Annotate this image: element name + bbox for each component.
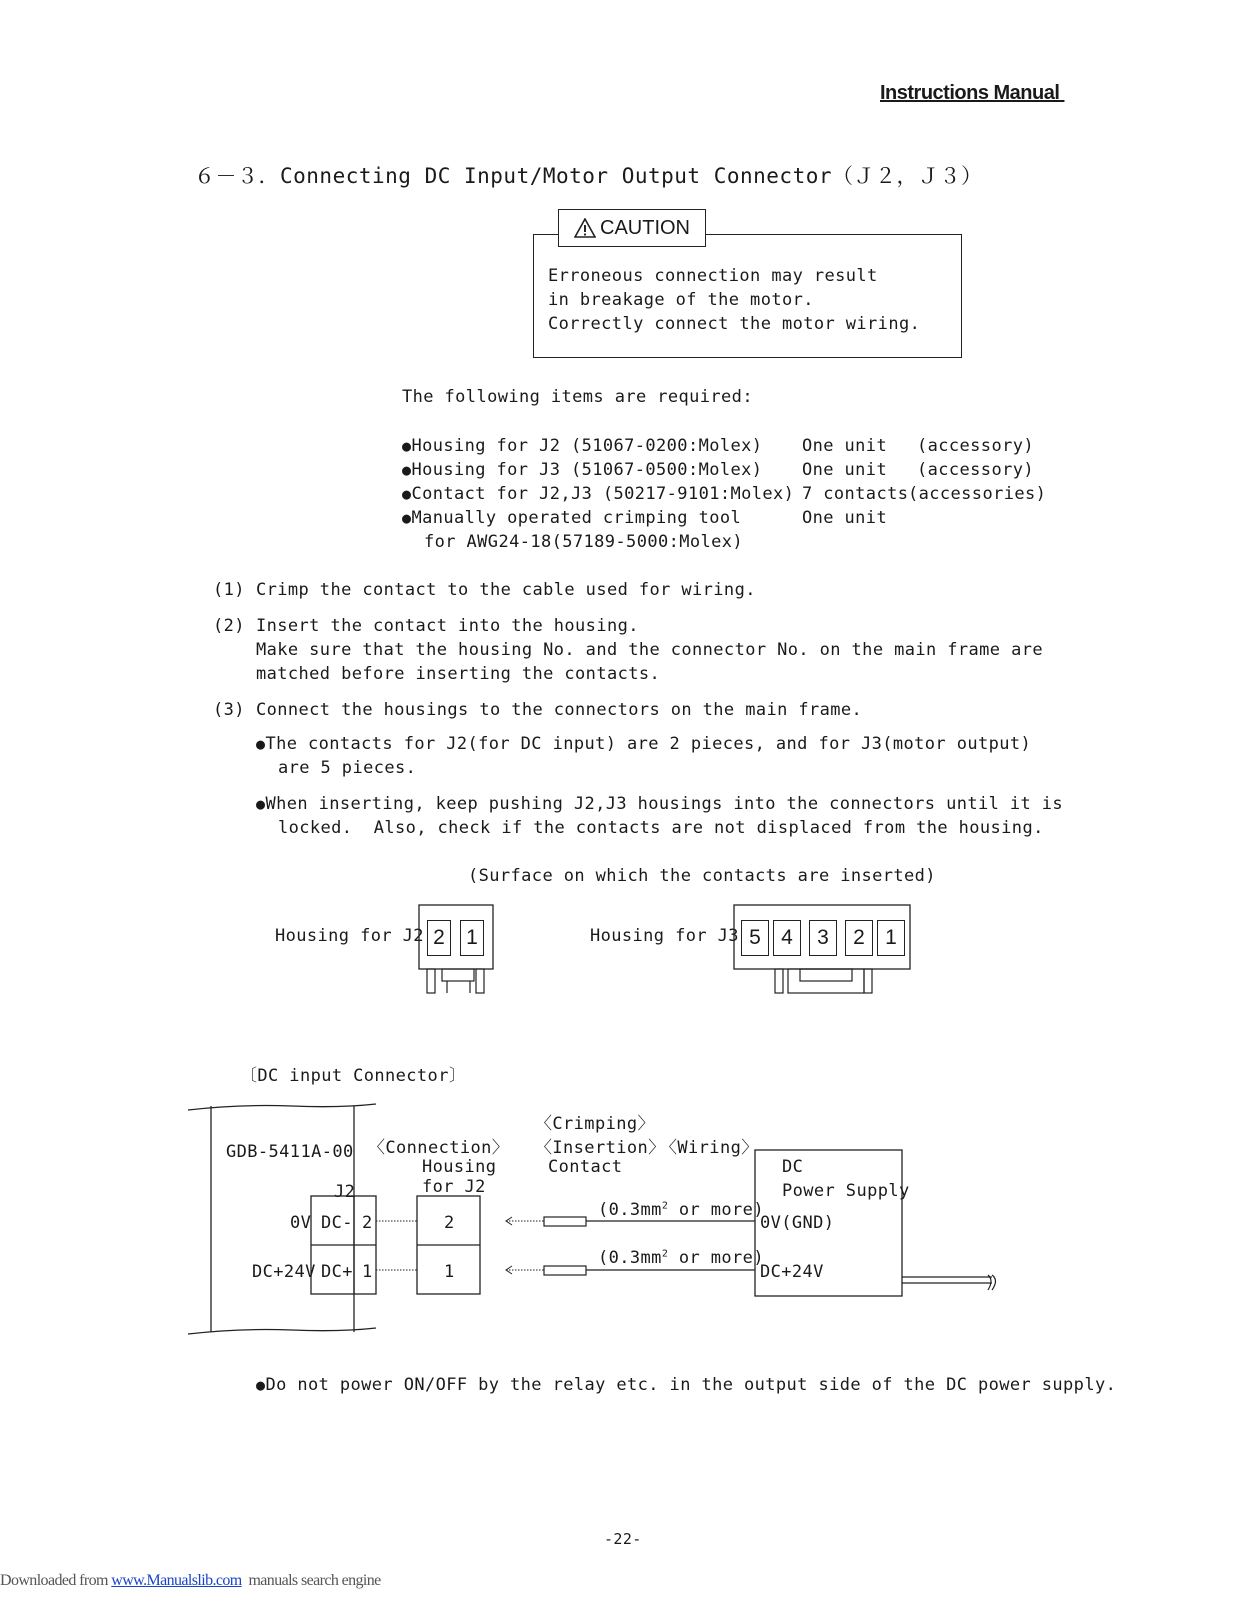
contact-label: Contact — [548, 1157, 623, 1177]
step-number: (1) — [213, 580, 245, 600]
item-note: (accessories) — [908, 484, 1047, 504]
wire-spec: ($0.3mm^2$ or more) — [598, 1248, 764, 1268]
j3-pin: 2 — [845, 920, 873, 956]
bullet-icon: ● — [402, 485, 412, 503]
footer-prefix: Downloaded from — [0, 1572, 112, 1589]
housing-pin-label: 1 — [444, 1262, 455, 1282]
download-footer — [0, 1572, 381, 1590]
housing-j2-label: Housing for J2 — [275, 926, 424, 946]
step-text: Crimp the contact to the cable used for wiring. — [256, 580, 756, 600]
item-qty: One unit — [802, 460, 888, 480]
supply-terminal: DC+24V — [760, 1262, 824, 1282]
manualslib-link[interactable]: www.Manualslib.com — [111, 1572, 242, 1589]
j3-pin: 4 — [773, 920, 801, 956]
footer-suffix: manuals search engine — [241, 1572, 381, 1589]
requirements-intro: The following items are required: — [402, 387, 753, 407]
supply-label: Power Supply — [782, 1181, 910, 1201]
signal-label: DC- — [321, 1213, 353, 1233]
item-name: Housing for J2 (51067-0200:Molex) — [411, 436, 763, 456]
caution-label: CAUTION — [600, 216, 690, 239]
supply-label: DC — [782, 1157, 804, 1177]
item-note: (accessory) — [917, 436, 1034, 456]
step-text: Insert the contact into the housing. — [256, 616, 639, 636]
manual-header-title: Instructions Manual — [880, 82, 1065, 104]
bullet-icon: ● — [402, 437, 412, 455]
bullet-icon: ● — [256, 1376, 266, 1394]
step-wiring-label: 〈Wiring〉 — [660, 1138, 759, 1158]
item-continuation: for AWG24-18(57189-5000:Molex) — [424, 532, 744, 552]
note-text: The contacts for J2(for DC input) are 2 pieces, and for J3(motor output) — [265, 734, 1032, 754]
note-text: locked. Also, check if the contacts are not displaced from the housing. — [278, 818, 1044, 838]
j2-pin: 2 — [427, 920, 451, 956]
housing-label: Housing — [422, 1157, 497, 1177]
step-insertion-label: 〈Insertion〉 — [535, 1138, 666, 1158]
caution-line: Erroneous connection may result — [548, 266, 878, 286]
bullet-icon: ● — [256, 735, 266, 753]
step-number: (2) — [213, 616, 245, 636]
bullet-icon: ● — [402, 461, 412, 479]
item-qty: One unit — [802, 436, 888, 456]
section-title: ６－３．Connecting DC Input/Motor Output Connector（Ｊ２，Ｊ３） — [194, 164, 983, 188]
j2-pin: 1 — [460, 920, 484, 956]
item-name: Contact for J2,J3 (50217-9101:Molex) — [411, 484, 795, 504]
item-qty: 7 contacts — [802, 484, 909, 504]
j3-pin: 5 — [741, 920, 769, 956]
device-name: GDB-5411A-00 — [226, 1142, 354, 1162]
note-text: When inserting, keep pushing J2,J3 housings into the connectors until it is — [265, 794, 1064, 814]
final-note-text: Do not power ON/OFF by the relay etc. in the output side of the DC power supply. — [265, 1375, 1117, 1395]
j3-pin: 1 — [877, 920, 905, 956]
pin-label: 2 — [362, 1213, 373, 1233]
step-text: Make sure that the housing No. and the connector No. on the main frame are — [256, 640, 1043, 660]
housing-pin-label: 2 — [444, 1213, 455, 1233]
bullet-icon: ● — [402, 509, 412, 527]
dc-diagram-title: 〔DC input Connector〕 — [240, 1066, 467, 1086]
j3-pin: 3 — [809, 920, 837, 956]
step-connection-label: 〈Connection〉 — [368, 1138, 510, 1158]
item-name: Manually operated crimping tool — [411, 508, 742, 528]
supply-terminal: 0V(GND) — [760, 1213, 835, 1233]
page-number: -22- — [604, 1530, 642, 1548]
item-qty: One unit — [802, 508, 888, 528]
housing-caption: (Surface on which the contacts are inserted) — [468, 866, 936, 886]
item-note: (accessory) — [917, 460, 1034, 480]
signal-label: DC+ — [321, 1262, 353, 1282]
step-text: matched before inserting the contacts. — [256, 664, 661, 684]
note-text: are 5 pieces. — [278, 758, 417, 778]
item-name: Housing for J3 (51067-0500:Molex) — [411, 460, 763, 480]
pin-label: 1 — [362, 1262, 373, 1282]
wire-spec: ($0.3mm^2$ or more) — [598, 1200, 764, 1220]
housing-label: for J2 — [422, 1177, 486, 1197]
connector-name: J2 — [334, 1182, 356, 1202]
step-crimping-label: 〈Crimping〉 — [535, 1114, 655, 1134]
caution-line: in breakage of the motor. — [548, 290, 814, 310]
step-text: Connect the housings to the connectors on the main frame. — [256, 700, 863, 720]
caution-line: Correctly connect the motor wiring. — [548, 314, 921, 334]
voltage-label: DC+24V — [252, 1262, 316, 1282]
voltage-label: 0V — [290, 1213, 312, 1233]
housing-j3-label: Housing for J3 — [590, 926, 739, 946]
bullet-icon: ● — [256, 795, 266, 813]
step-number: (3) — [213, 700, 245, 720]
final-note — [256, 1375, 1116, 1395]
